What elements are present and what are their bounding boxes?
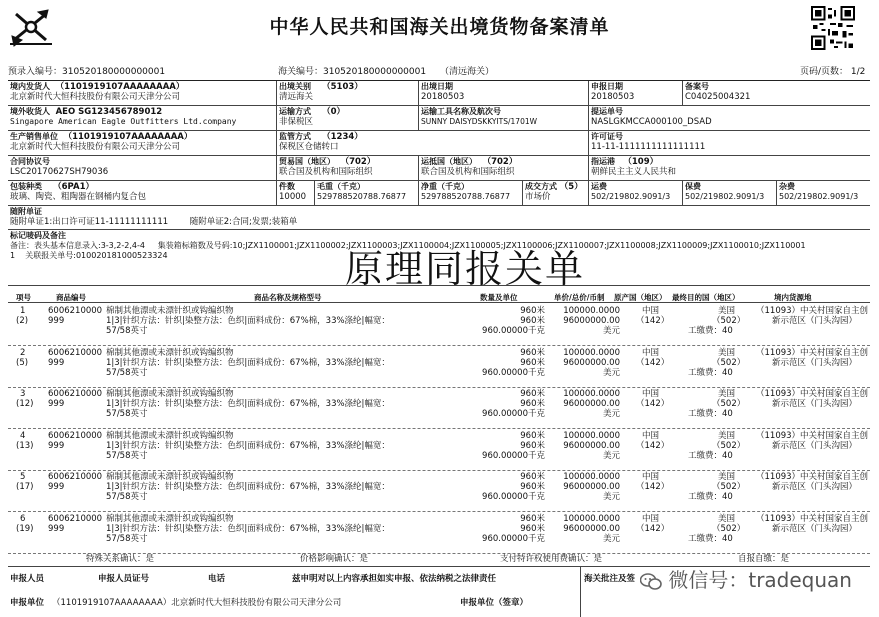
- goods-q1: 960米: [520, 430, 545, 441]
- field-value: 502/219802.9091/3: [685, 192, 765, 201]
- goods-src1: （11093）中关村国家自主创: [756, 430, 869, 441]
- column-header: 境内货源地: [774, 293, 812, 302]
- goods-p1: 100000.0000: [563, 389, 620, 399]
- goods-dest-code: （502）: [712, 482, 746, 492]
- goods-q1: 960米: [520, 347, 545, 358]
- goods-p3: 美元: [602, 533, 620, 544]
- goods-src2: 新示范区（门头沟园）: [772, 357, 858, 368]
- field-label: 境外收货人: [10, 107, 50, 116]
- goods-origin-code: （142）: [636, 523, 670, 534]
- goods-p1: 100000.0000: [563, 513, 620, 524]
- goods-dest-code: （502）: [712, 316, 746, 326]
- field-label: 标记唛码及备注: [10, 231, 66, 240]
- goods-sub: (2): [16, 316, 29, 326]
- goods-table-header: [8, 290, 870, 303]
- field-label: 提运单号: [591, 107, 623, 116]
- declaration-row: [8, 181, 870, 206]
- goods-dest: 美国: [718, 389, 736, 399]
- goods-src1: （11093）中关村国家自主创: [756, 472, 869, 482]
- field-value: 529788520788.76877: [421, 192, 511, 201]
- goods-p2: 96000000.00: [563, 482, 620, 492]
- goods-q2: 960米: [520, 399, 545, 409]
- goods-name1: 棉制其他漂或未漂针织或钩编织物: [106, 347, 234, 358]
- goods-src1: （11093）中关村国家自主创: [756, 513, 869, 524]
- goods-code: 6006210000: [48, 472, 103, 482]
- goods-origin: 中国: [642, 513, 660, 524]
- field-value: 联合国及机构和国际组织: [421, 167, 515, 177]
- declarant-label: 申报人员: [10, 574, 45, 584]
- goods-dest-code: （502）: [712, 399, 746, 409]
- goods-dest-code: （502）: [712, 440, 746, 451]
- goods-p2: 96000000.00: [563, 316, 620, 326]
- customs-office: （清远海关）: [440, 67, 495, 77]
- price-impact-confirm: 价格影响确认：是: [300, 554, 369, 564]
- goods-q1: 960米: [520, 389, 545, 399]
- goods-code: 6006210000: [48, 513, 103, 524]
- field-value: 北京新时代大恒科技股份有限公司天津分公司: [10, 92, 181, 102]
- goods-code2: 999: [48, 440, 65, 451]
- goods-q3: 960.00000千克: [482, 326, 545, 336]
- customs-number: 海关编号：310520180000000001: [278, 67, 427, 77]
- goods-row: [8, 470, 870, 512]
- remarks-line: 备注：表头基本信息录入:3-3,2-2,4-4 集装箱标箱数及号码:10;JZX1100001;JZX1100002;JZX1100003;JZX1100004;JZX1100005;JZX1100006;JZX1100007;JZX1100008;JZX1100009;JZX1100010;JZX110001: [10, 241, 806, 250]
- field-value: 10000: [279, 192, 307, 202]
- goods-name2: 1|3|针织方法：针织|染整方法：色织|面料成份：67%棉，33%涤纶|幅宽：: [106, 357, 390, 368]
- goods-q2: 960米: [520, 316, 545, 326]
- goods-origin: 中国: [642, 306, 660, 316]
- field-label: 运输工具名称及航次号: [421, 107, 501, 116]
- field-code: （6PA1）: [53, 182, 94, 192]
- goods-q3: 960.00000千克: [482, 367, 545, 378]
- field-code: （702）: [340, 157, 376, 167]
- goods-dest: 美国: [718, 472, 736, 482]
- goods-p2: 96000000.00: [563, 357, 620, 368]
- goods-q3: 960.00000千克: [482, 533, 545, 544]
- goods-name2: 1|3|针织方法：针织|染整方法：色织|面料成份：67%棉，33%涤纶|幅宽：: [106, 523, 390, 534]
- field-value: LSC20170627SH79036: [10, 167, 109, 177]
- declaring-unit-value: （1101919107AAAAAAAA）北京新时代大恒科技股份有限公司天津分公司: [52, 598, 342, 608]
- goods-name3: 57/58英寸: [106, 533, 148, 544]
- goods-tax: 工缴费：40: [688, 533, 733, 544]
- goods-p1: 100000.0000: [563, 306, 620, 316]
- goods-row: [8, 387, 870, 429]
- goods-q1: 960米: [520, 306, 545, 316]
- field-label: 运费: [591, 182, 607, 191]
- column-header: 数量及单位: [480, 293, 518, 302]
- goods-no: 4: [20, 430, 26, 441]
- field-code: （1101919107AAAAAAAA）: [63, 132, 193, 142]
- special-relationship-confirm: 特殊关系确认：是: [86, 554, 155, 564]
- goods-q1: 960米: [520, 472, 545, 482]
- goods-tax: 工缴费：40: [688, 409, 733, 419]
- goods-no: 6: [20, 513, 26, 524]
- field-label: 指运港: [591, 157, 615, 166]
- field-value: C04025004321: [685, 92, 751, 102]
- goods-p2: 96000000.00: [563, 399, 620, 409]
- pre-entry-number: 预录入编号：310520180000000001: [8, 67, 166, 77]
- goods-p3: 美元: [602, 367, 620, 378]
- goods-no: 1: [20, 306, 26, 316]
- field-value: 保税区仓储转口: [279, 142, 339, 152]
- wechat-icon: [640, 573, 662, 591]
- goods-tax: 工缴费：40: [688, 450, 733, 461]
- goods-name1: 棉制其他漂或未漂针织或钩编织物: [106, 389, 234, 399]
- field-value: 随附单证1:出口许可证11-11111111111 随附单证2:合同;发票;装箱单: [10, 217, 298, 227]
- declarant-cert-label: 申报人员证号: [98, 574, 150, 584]
- customs-note-divider: [580, 566, 581, 617]
- goods-origin: 中国: [642, 430, 660, 441]
- field-label: 境内发货人: [10, 82, 50, 91]
- goods-name1: 棉制其他漂或未漂针织或钩编织物: [106, 513, 234, 524]
- goods-q2: 960米: [520, 357, 545, 368]
- field-code: （702）: [482, 157, 518, 167]
- column-header: 原产国（地区）: [614, 293, 667, 302]
- field-label: 许可证号: [591, 132, 623, 141]
- goods-code: 6006210000: [48, 430, 103, 441]
- goods-code2: 999: [48, 523, 65, 534]
- field-value: 502/219802.9091/3: [591, 192, 671, 201]
- goods-dest: 美国: [718, 430, 736, 441]
- wechat-id: 微信号：tradequan: [668, 568, 852, 592]
- goods-origin-code: （142）: [636, 482, 670, 492]
- goods-origin: 中国: [642, 389, 660, 399]
- field-value: 联合国及机构和国际组织: [279, 167, 373, 177]
- goods-src1: （11093）中关村国家自主创: [756, 306, 869, 316]
- goods-tax: 工缴费：40: [688, 326, 733, 336]
- field-label: 备案号: [685, 82, 709, 91]
- goods-dest: 美国: [718, 347, 736, 358]
- goods-sub: (19): [16, 523, 34, 534]
- attached-documents-row: [8, 206, 870, 230]
- field-label: 出境关别: [279, 82, 311, 91]
- field-label: 随附单证: [10, 207, 42, 216]
- field-label: 贸易国（地区）: [279, 157, 335, 166]
- field-value: 20180503: [591, 92, 635, 102]
- goods-p1: 100000.0000: [563, 347, 620, 358]
- field-value: 玻璃、陶瓷、粗陶器在钢桶内复合包: [10, 192, 147, 202]
- field-value: 502/219802.9091/3: [779, 192, 859, 201]
- goods-p3: 美元: [602, 450, 620, 461]
- goods-q2: 960米: [520, 482, 545, 492]
- field-label: 杂费: [779, 182, 795, 191]
- goods-name3: 57/58英寸: [106, 367, 148, 378]
- field-label: 运输方式: [279, 107, 311, 116]
- goods-name2: 1|3|针织方法：针织|染整方法：色织|面料成份：67%棉，33%涤纶|幅宽：: [106, 440, 390, 451]
- field-label: 申报日期: [591, 82, 623, 91]
- goods-code2: 999: [48, 316, 65, 326]
- goods-name3: 57/58英寸: [106, 450, 148, 461]
- legal-statement: 兹申明对以上内容承担如实申报、依法纳税之法律责任: [292, 574, 497, 584]
- field-code: （5）: [559, 182, 583, 192]
- goods-src2: 新示范区（门头沟园）: [772, 523, 858, 534]
- field-value: 北京新时代大恒科技股份有限公司天津分公司: [10, 142, 181, 152]
- goods-p2: 96000000.00: [563, 523, 620, 534]
- qr-code: [811, 6, 855, 50]
- royalty-confirm: 支付特许权使用费确认：是: [500, 554, 603, 564]
- goods-origin: 中国: [642, 472, 660, 482]
- goods-row: [8, 429, 870, 471]
- self-declaration-confirm: 自报自缴：是: [738, 554, 790, 564]
- goods-sub: (12): [16, 399, 34, 409]
- declaration-row: [8, 81, 870, 106]
- goods-name1: 棉制其他漂或未漂针织或钩编织物: [106, 472, 234, 482]
- goods-sub: (17): [16, 482, 34, 492]
- goods-code2: 999: [48, 399, 65, 409]
- field-label: 件数: [279, 182, 295, 191]
- watermark-text: 原理同报关单: [345, 247, 586, 291]
- goods-name2: 1|3|针织方法：针织|染整方法：色织|面料成份：67%棉，33%涤纶|幅宽：: [106, 316, 390, 326]
- goods-origin-code: （142）: [636, 357, 670, 368]
- goods-code2: 999: [48, 482, 65, 492]
- goods-no: 3: [20, 389, 26, 399]
- declaring-unit-seal-label: 申报单位（签章）: [460, 598, 529, 608]
- field-value: 清远海关: [279, 92, 314, 102]
- customs-note-label: 海关批注及签: [584, 574, 636, 584]
- goods-dest-code: （502）: [712, 357, 746, 368]
- field-value: Singapore American Eagle Outfitters Ltd.company: [10, 117, 237, 126]
- goods-src1: （11093）中关村国家自主创: [756, 347, 869, 358]
- field-value: 朝鲜民主主义人民共和: [591, 167, 677, 177]
- goods-dest: 美国: [718, 513, 736, 524]
- field-label: 毛重（千克）: [317, 182, 365, 191]
- field-label: 生产销售单位: [10, 132, 58, 141]
- goods-q3: 960.00000千克: [482, 492, 545, 502]
- goods-src2: 新示范区（门头沟园）: [772, 399, 858, 409]
- goods-origin: 中国: [642, 347, 660, 358]
- goods-q1: 960米: [520, 513, 545, 524]
- goods-src1: （11093）中关村国家自主创: [756, 389, 869, 399]
- column-header: 最终目的国（地区）: [672, 293, 740, 302]
- field-value: 非保税区: [279, 117, 314, 127]
- goods-name3: 57/58英寸: [106, 409, 148, 419]
- goods-origin-code: （142）: [636, 399, 670, 409]
- field-code: （1234）: [322, 132, 363, 142]
- declaration-row: [8, 106, 870, 131]
- goods-no: 5: [20, 472, 26, 482]
- goods-code: 6006210000: [48, 347, 103, 358]
- goods-p2: 96000000.00: [563, 440, 620, 451]
- declaration-row: [8, 156, 870, 181]
- field-code: （5103）: [322, 82, 363, 92]
- goods-sub: (13): [16, 440, 34, 451]
- field-label: 合同协议号: [10, 157, 50, 166]
- field-value: 市场价: [525, 192, 551, 202]
- goods-p3: 美元: [602, 492, 620, 502]
- goods-name2: 1|3|针织方法：针织|染整方法：色织|面料成份：67%棉，33%涤纶|幅宽：: [106, 482, 390, 492]
- wechat-watermark: [640, 564, 852, 593]
- field-label: 运抵国（地区）: [421, 157, 477, 166]
- column-header: 商品名称及规格型号: [254, 293, 322, 302]
- goods-src2: 新示范区（门头沟园）: [772, 482, 858, 492]
- goods-name3: 57/58英寸: [106, 492, 148, 502]
- field-label: 净重（千克）: [421, 182, 469, 191]
- goods-row: [8, 304, 870, 346]
- goods-tax: 工缴费：40: [688, 367, 733, 378]
- page-counter: 页码/页数： 1/2: [800, 67, 866, 77]
- goods-tax: 工缴费：40: [688, 492, 733, 502]
- goods-q3: 960.00000千克: [482, 450, 545, 461]
- field-value: 20180503: [421, 92, 465, 102]
- column-header: 项号: [16, 293, 31, 302]
- goods-p1: 100000.0000: [563, 472, 620, 482]
- phone-label: 电话: [208, 574, 226, 584]
- goods-code2: 999: [48, 357, 65, 368]
- field-label: 出境日期: [421, 82, 453, 91]
- field-value: SUNNY DAISYDSKKYITS/1701W: [421, 117, 538, 126]
- field-code: （1101919107AAAAAAAA）: [55, 82, 185, 92]
- goods-name1: 棉制其他漂或未漂针织或钩编织物: [106, 430, 234, 441]
- goods-p1: 100000.0000: [563, 430, 620, 441]
- goods-origin-code: （142）: [636, 440, 670, 451]
- field-label: 保费: [685, 182, 701, 191]
- goods-src2: 新示范区（门头沟园）: [772, 316, 858, 326]
- goods-q2: 960米: [520, 440, 545, 451]
- goods-sub: (5): [16, 357, 29, 368]
- column-header: 商品编号: [56, 293, 86, 302]
- remarks-line: 1 关联报关单号:010020181000523324: [10, 251, 168, 260]
- field-value: 11-11-1111111111111111: [591, 142, 706, 152]
- field-value: NASLGKMCCA000100_DSAD: [591, 117, 712, 127]
- goods-dest: 美国: [718, 306, 736, 316]
- goods-q2: 960米: [520, 523, 545, 534]
- goods-name3: 57/58英寸: [106, 326, 148, 336]
- field-label: 包装种类: [10, 182, 42, 191]
- goods-q3: 960.00000千克: [482, 409, 545, 419]
- field-label: 成交方式: [525, 182, 557, 191]
- field-label: 监管方式: [279, 132, 311, 141]
- field-value: 529788520788.76877: [317, 192, 407, 201]
- goods-p3: 美元: [602, 326, 620, 336]
- goods-origin-code: （142）: [636, 316, 670, 326]
- field-code: （0）: [322, 107, 346, 117]
- declaring-unit-label: 申报单位: [10, 598, 45, 608]
- goods-no: 2: [20, 347, 26, 358]
- goods-name2: 1|3|针织方法：针织|染整方法：色织|面料成份：67%棉，33%涤纶|幅宽：: [106, 399, 390, 409]
- declaration-row: [8, 131, 870, 156]
- goods-src2: 新示范区（门头沟园）: [772, 440, 858, 451]
- goods-code: 6006210000: [48, 389, 103, 399]
- goods-name1: 棉制其他漂或未漂针织或钩编织物: [106, 306, 234, 316]
- document-title: 中华人民共和国海关出境货物备案清单: [269, 16, 610, 38]
- field-code: （109）: [623, 157, 659, 167]
- column-header: 单价/总价/币制: [554, 293, 605, 302]
- goods-code: 6006210000: [48, 306, 103, 316]
- goods-dest-code: （502）: [712, 523, 746, 534]
- field-code: AEO SG123456789012: [55, 107, 163, 117]
- goods-row: [8, 512, 870, 554]
- goods-row: [8, 346, 870, 388]
- goods-p3: 美元: [602, 409, 620, 419]
